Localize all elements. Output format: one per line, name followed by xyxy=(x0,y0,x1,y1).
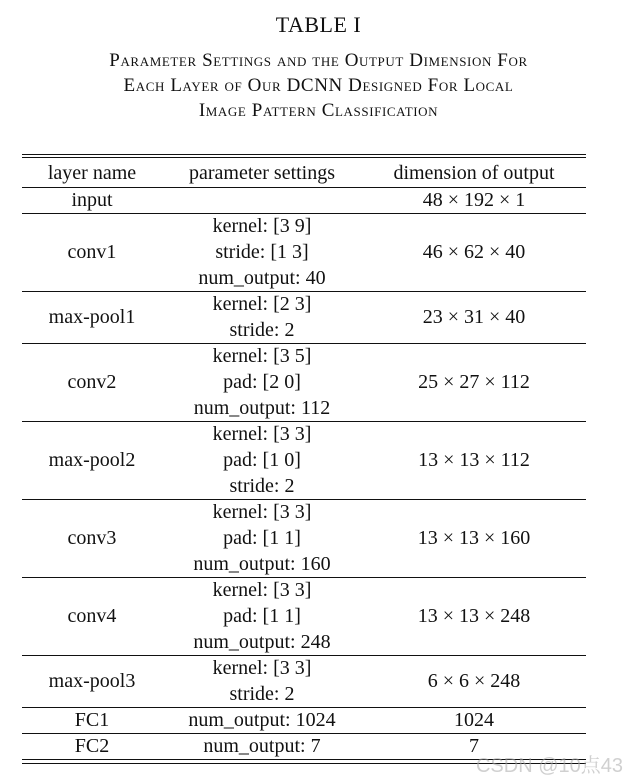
layer-name-cell-line: conv3 xyxy=(67,527,117,549)
parameter-settings-cell-line: num_output: 160 xyxy=(193,553,331,575)
layer-name-cell-line: FC2 xyxy=(74,735,110,757)
output-dimension-cell-line: 13 × 13 × 112 xyxy=(418,449,530,471)
table-row xyxy=(22,213,586,291)
parameter-settings-cell-line: kernel: [2 3] xyxy=(212,293,312,315)
table-row xyxy=(22,499,586,577)
table-row xyxy=(22,187,586,213)
caption-line-3: Image Pattern Classification xyxy=(198,100,439,121)
parameter-settings-cell-line: pad: [1 1] xyxy=(223,605,301,627)
header-dimension-of-output-line: dimension of output xyxy=(393,162,555,184)
output-dimension-cell xyxy=(362,603,586,629)
parameter-settings-cell-line: stride: 2 xyxy=(229,475,295,497)
output-dimension-cell xyxy=(362,239,586,265)
table-row xyxy=(22,577,586,655)
output-dimension-cell xyxy=(362,304,586,330)
output-dimension-cell xyxy=(362,369,586,395)
parameter-settings-cell-line: kernel: [3 3] xyxy=(212,579,312,601)
layer-name-cell-line: conv2 xyxy=(67,371,117,393)
layer-name-cell xyxy=(22,369,162,395)
layer-name-cell xyxy=(22,447,162,473)
output-dimension-cell xyxy=(362,447,586,473)
layer-name-cell xyxy=(22,733,162,759)
output-dimension-cell-line: 13 × 13 × 160 xyxy=(417,527,531,549)
layer-name-cell xyxy=(22,304,162,330)
parameter-settings-cell xyxy=(162,577,362,655)
layer-name-cell xyxy=(22,668,162,694)
caption-line-1: Parameter Settings and the Output Dimension For xyxy=(109,50,528,71)
table-row xyxy=(22,707,586,733)
parameter-settings-cell xyxy=(162,291,362,343)
header-parameter-settings-line: parameter settings xyxy=(188,162,336,184)
parameter-settings-cell xyxy=(162,655,362,707)
table-caption xyxy=(0,48,637,123)
parameter-settings-cell-line: kernel: [3 3] xyxy=(212,657,312,679)
layer-name-cell-line: conv4 xyxy=(67,605,117,627)
parameter-settings-cell-line: kernel: [3 3] xyxy=(212,423,312,445)
output-dimension-cell-line: 23 × 31 × 40 xyxy=(422,306,526,328)
parameter-settings-cell-line: stride: [1 3] xyxy=(215,241,309,263)
header-layer-name-line: layer name xyxy=(47,162,137,184)
layer-name-cell-line: conv1 xyxy=(67,241,117,263)
parameter-settings-cell-line: stride: 2 xyxy=(229,683,295,705)
parameter-settings-cell-line: stride: 2 xyxy=(229,319,295,341)
layer-name-cell xyxy=(22,525,162,551)
parameter-settings-cell-line: num_output: 248 xyxy=(193,631,331,653)
parameter-settings-cell-line: kernel: [3 3] xyxy=(212,501,312,523)
layer-name-cell-line: max-pool2 xyxy=(48,449,136,471)
parameter-settings-cell xyxy=(162,707,362,733)
parameter-settings-cell-line: pad: [1 1] xyxy=(223,527,301,549)
header-parameter-settings xyxy=(162,160,362,186)
output-dimension-cell-line: 1024 xyxy=(454,709,494,731)
layer-name-cell xyxy=(22,187,162,213)
header-dimension-of-output xyxy=(362,160,586,186)
output-dimension-cell-line: 25 × 27 × 112 xyxy=(418,371,530,393)
parameter-settings-cell-line: pad: [1 0] xyxy=(223,449,301,471)
layer-name-cell-line: max-pool3 xyxy=(48,670,136,692)
parameter-settings-cell xyxy=(162,499,362,577)
parameter-settings-cell-line: kernel: [3 9] xyxy=(212,215,312,237)
table-row xyxy=(22,655,586,707)
layer-name-cell-line: FC1 xyxy=(74,709,110,731)
parameter-settings-cell-line: num_output: 1024 xyxy=(188,709,336,731)
table-row xyxy=(22,291,586,343)
layer-name-cell xyxy=(22,707,162,733)
parameter-settings-cell-line: pad: [2 0] xyxy=(223,371,301,393)
parameter-settings-cell xyxy=(162,733,362,759)
parameter-settings-cell-line: kernel: [3 5] xyxy=(212,345,312,367)
output-dimension-cell-line: 46 × 62 × 40 xyxy=(422,241,526,263)
parameter-settings-cell-line: num_output: 7 xyxy=(203,735,321,757)
output-dimension-cell-line: 48 × 192 × 1 xyxy=(422,189,526,211)
output-dimension-cell xyxy=(362,187,586,213)
header-layer-name xyxy=(22,160,162,186)
output-dimension-cell-line: 6 × 6 × 248 xyxy=(427,670,521,692)
header-row xyxy=(22,159,586,187)
parameter-settings-cell-line: num_output: 40 xyxy=(198,267,326,289)
parameter-settings-cell xyxy=(162,343,362,421)
layer-name-cell-line: max-pool1 xyxy=(48,306,136,328)
top-rule-second xyxy=(22,157,586,158)
output-dimension-cell xyxy=(362,525,586,551)
output-dimension-cell-line: 7 xyxy=(469,735,479,757)
parameter-settings-cell xyxy=(162,213,362,291)
top-rule xyxy=(22,154,586,155)
output-dimension-cell xyxy=(362,707,586,733)
parameter-settings-cell xyxy=(162,421,362,499)
layer-name-cell xyxy=(22,239,162,265)
table-label: TABLE I xyxy=(275,12,362,37)
table-row xyxy=(22,421,586,499)
layer-name-cell-line: input xyxy=(71,189,113,211)
caption-line-2: Each Layer of Our DCNN Designed For Local xyxy=(123,75,514,96)
layer-name-cell xyxy=(22,603,162,629)
output-dimension-cell-line: 13 × 13 × 248 xyxy=(417,605,531,627)
output-dimension-cell xyxy=(362,668,586,694)
parameter-settings-cell-line: num_output: 112 xyxy=(193,397,331,419)
table-row xyxy=(22,343,586,421)
watermark: CSDN @10点43 xyxy=(475,755,623,777)
